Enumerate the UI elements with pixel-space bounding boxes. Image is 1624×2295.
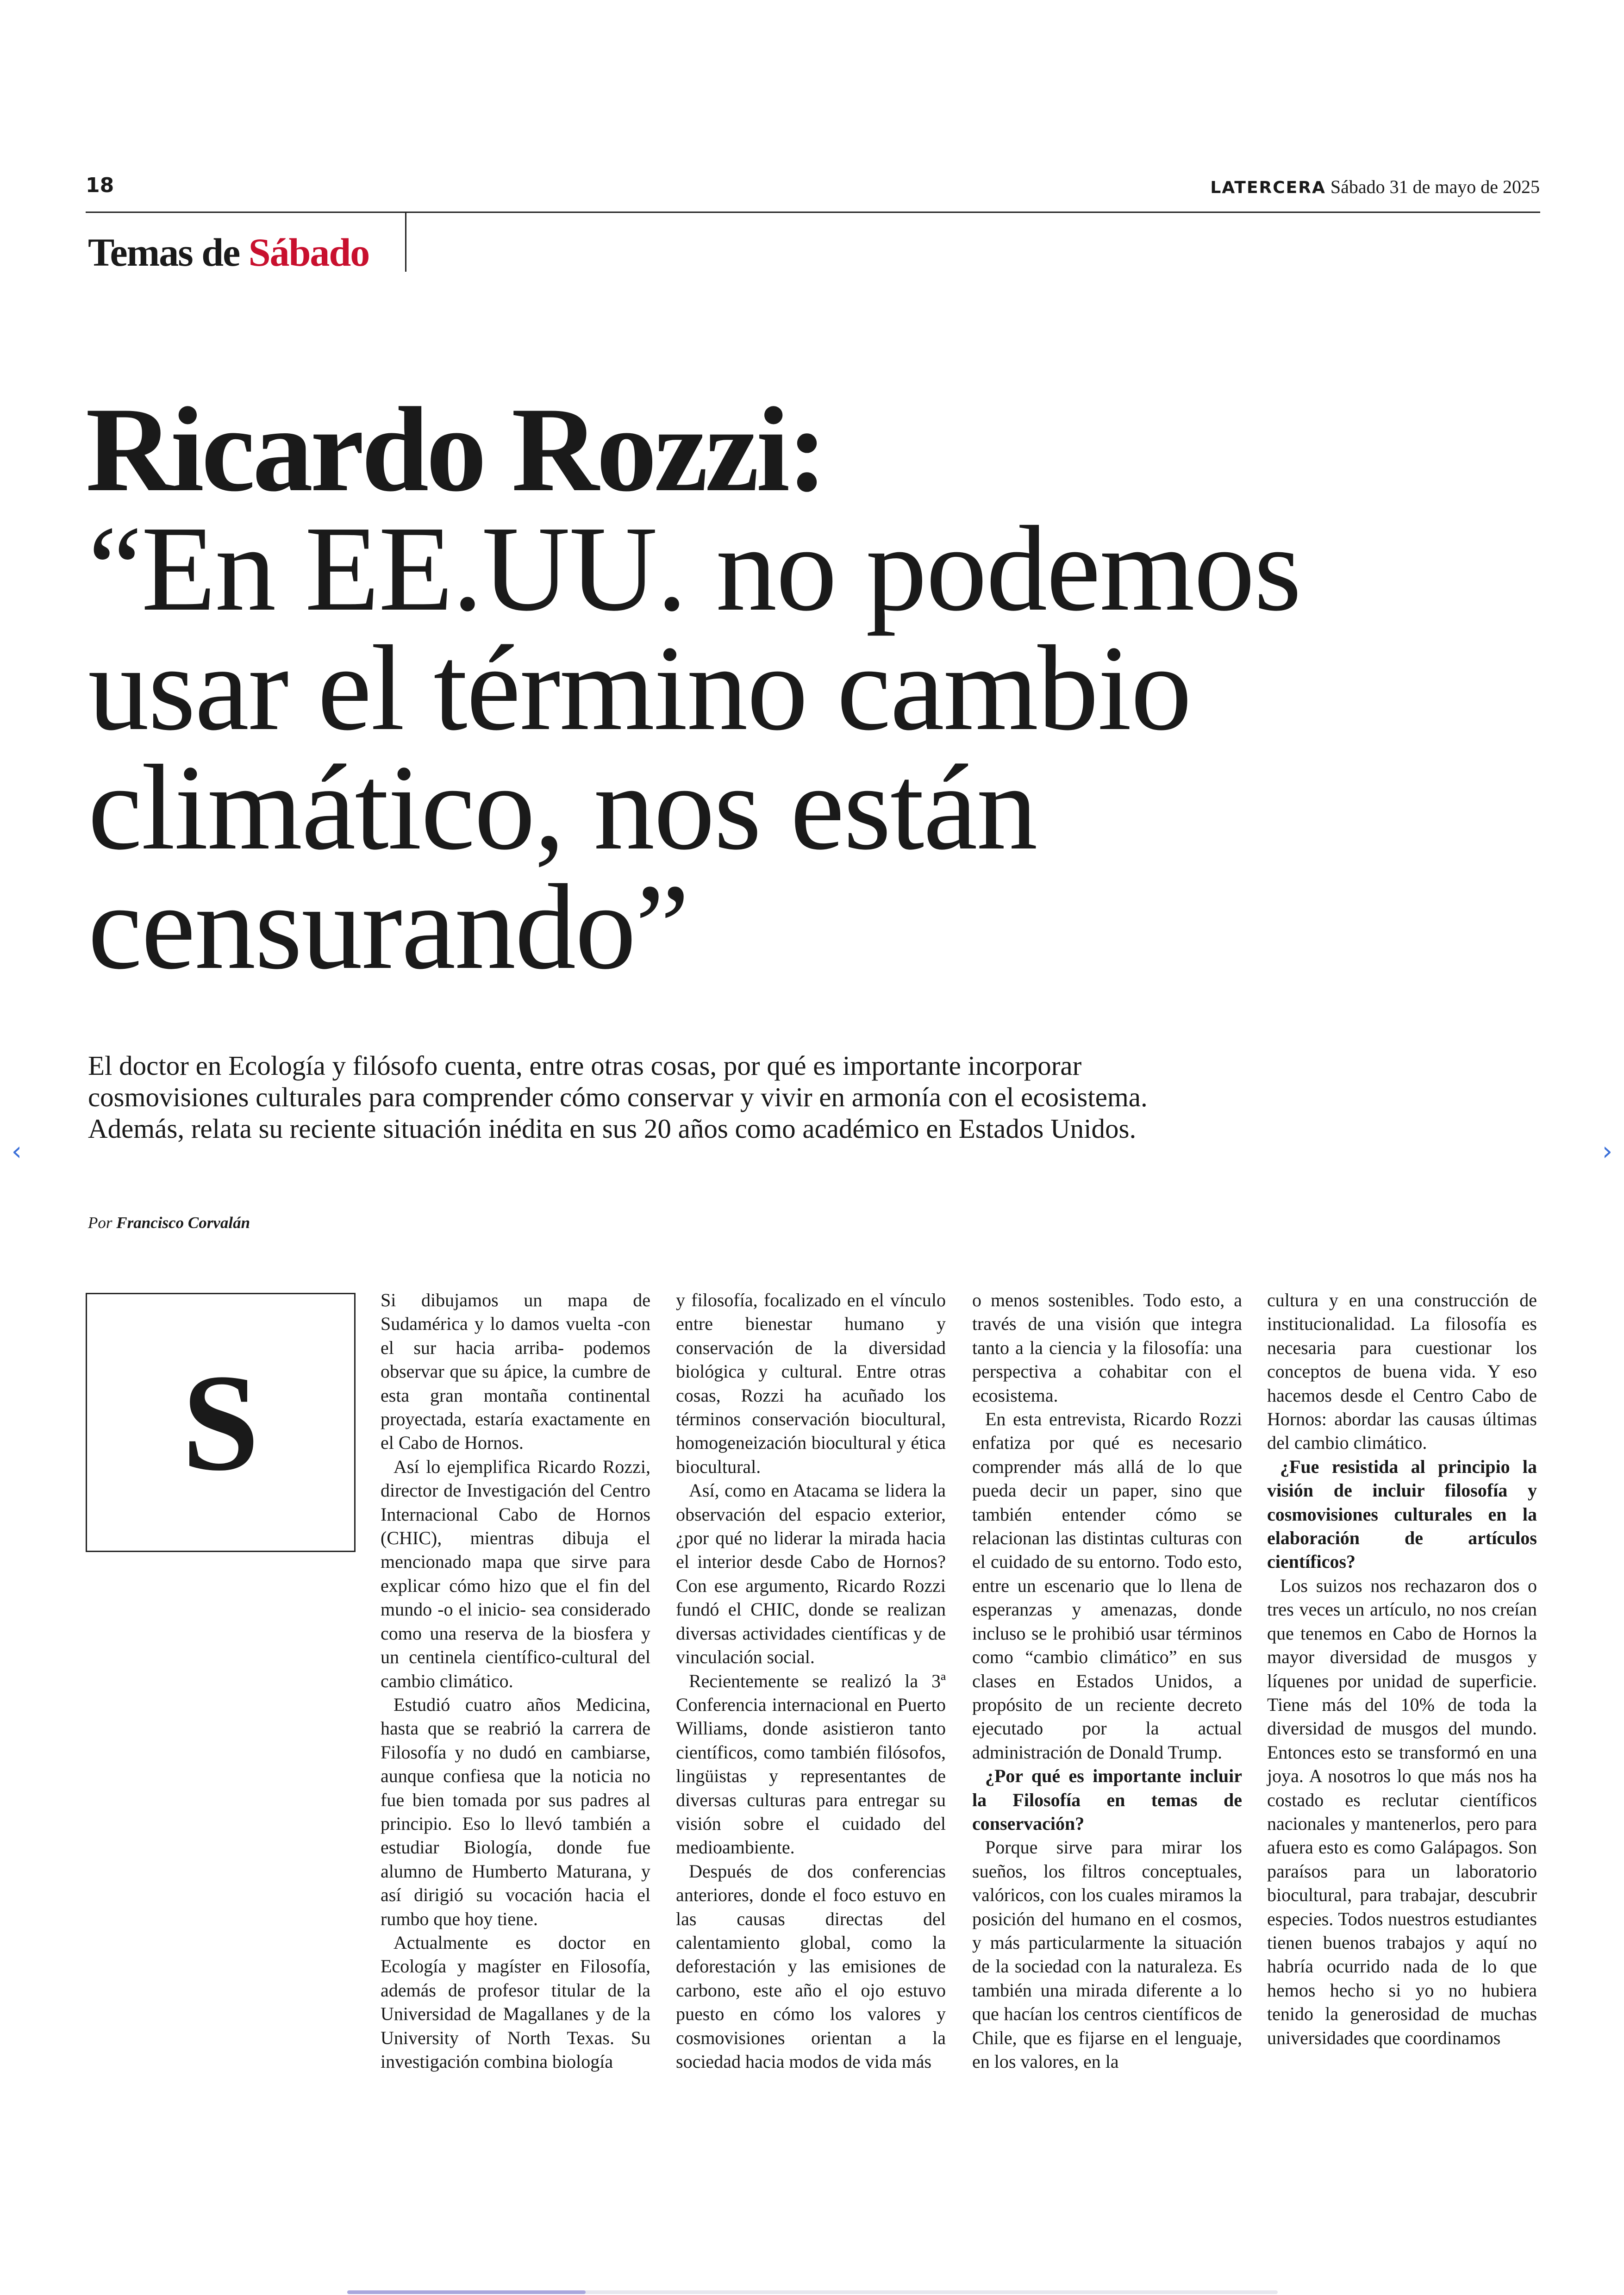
body-column-1	[381, 1288, 650, 2073]
interview-question: ¿Fue resistida al principio la visión de incluir filosofía y cosmovisiones culturales en la elaboración de artículos científicos?	[1267, 1456, 1537, 1572]
article-deck: El doctor en Ecología y filósofo cuenta, entre otras cosas, por qué es importante incorporar cosmovisiones culturales para comprender cómo conservar y vivir en armonía con el ecosistema. Además, relata su reciente situación inédita en sus 20 años como académico en Estados Unidos.	[88, 1050, 1148, 1144]
byline-author: Francisco Corvalán	[116, 1214, 250, 1232]
paragraph: Así, como en Atacama se lidera la observación del espacio exterior, ¿por qué no liderar la mirada hacia el interior desde Cabo de Hornos? Con ese argumento, Ricardo Rozzi fundó el CHIC, donde se realizan diversas actividades científicas y de vinculación social.	[676, 1480, 946, 1668]
paragraph: Recientemente se realizó la 3ª Conferencia internacional en Puerto Williams, donde asistieron tanto científicos, como también filósofos, lingüistas y representantes de diversas culturas para entregar su visión sobre el cuidado del medioambiente.	[676, 1670, 946, 1858]
masthead	[1210, 176, 1540, 198]
interview-question: ¿Por qué es importante incluir la Filosofía en temas de conservación?	[972, 1765, 1242, 1834]
paragraph: o menos sostenibles. Todo esto, a través de una visión que integra tanto a la ciencia y la filosofía: una perspectiva a cohabitar con el ecosistema.	[972, 1290, 1242, 1406]
section-prefix: Temas de	[88, 230, 240, 274]
body-column-4	[1267, 1288, 1537, 2050]
paragraph: En esta entrevista, Ricardo Rozzi enfatiza por qué es necesario comprender más allá de lo que pueda decir un paper, sino que también entender cómo se relacionan las distintas culturas con el cuidado de su entorno. Todo esto, entre un escenario que lo llena de esperanzas y amenazas, donde incluso se le prohibió usar términos como “cambio climático” en sus clases en Estados Unidos, a propósito de un reciente decreto ejecutado por la actual administración de Donald Trump.	[972, 1409, 1242, 1763]
paragraph: Los suizos nos rechazaron dos o tres veces un artículo, no nos creían que tenemos en Cabo de Hornos la mayor diversidad de musgos y líquenes por unidad de superficie. Tiene más del 10% de toda la diversidad de musgos del mundo. Entonces esto se transformó en una joya. A nosotros lo que más nos ha costado es reclutar científicos nacionales y mantenerlos, pero para afuera esto es como Galápagos. Son paraísos para un laboratorio biocultural, para trabajar, descubrir especies. Todos nuestros estudiantes tienen buenos trabajos y aquí no habría ocurrido nada de lo que hemos hecho si yo no hubiera tenido la generosidad de muchas universidades que coordinamos	[1267, 1575, 1537, 2048]
dropcap-letter: S	[182, 1345, 259, 1499]
byline	[88, 1214, 250, 1232]
paragraph: Actualmente es doctor en Ecología y magíster en Filosofía, además de profesor titular de la Universidad de Magallanes y de la University of North Texas. Su investigación combina biología	[381, 1932, 650, 2072]
paragraph: Si dibujamos un mapa de Sudamérica y lo damos vuelta -con el sur hacia arriba- podemos observar que su ápice, la cumbre de esta gran montaña continental proyectada, estaría exactamente en el Cabo de Hornos.	[381, 1290, 650, 1453]
body-column-3	[972, 1288, 1242, 2073]
paragraph: Porque sirve para mirar los sueños, los filtros conceptuales, valóricos, con los cuales miramos la posición del humano en el cosmos, y más particularmente la situación de la sociedad con la naturaleza. Es también una mirada diferente a lo que hacían los centros científicos de Chile, que es fijarse en el lenguaje, en los valores, en la	[972, 1837, 1242, 2072]
paragraph: Estudió cuatro años Medicina, hasta que se reabrió la carrera de Filosofía y no dudó en cambiarse, aunque confiesa que la noticia no fue bien tomada por sus padres al principio. Eso lo llevó también a estudiar Biología, donde fue alumno de Humberto Maturana, y así dirigió su vocación hacia el rumbo que hoy tiene.	[381, 1694, 650, 1929]
paragraph: y filosofía, focalizado en el vínculo entre bienestar humano y conservación de la diversidad biológica y cultural. Entre otras cosas, Rozzi ha acuñado los términos conservación biocultural, homogeneización biocultural y ética biocultural.	[676, 1290, 946, 1477]
previous-page-chevron-icon[interactable]: ‹	[11, 1136, 22, 1166]
paragraph: cultura y en una construcción de institucionalidad. La filosofía es necesaria para cuestionar los conceptos de buena vida. Y eso hacemos desde el Centro Cabo de Hornos: abordar las causas últimas del cambio climático.	[1267, 1290, 1537, 1453]
byline-prefix: Por	[88, 1214, 112, 1232]
section-divider	[405, 212, 406, 272]
newspaper-brand: LATERCERA	[1210, 178, 1326, 197]
paragraph: Así lo ejemplifica Ricardo Rozzi, director de Investigación del Centro Internacional Cabo de Hornos (CHIC), mientras dibuja el mencionado mapa que sirve para explicar cómo hizo que el fin del mundo -o el inicio- sea considerado como una reserva de la biosfera y un centinela científico-cultural del cambio climático.	[381, 1456, 650, 1691]
next-page-chevron-icon[interactable]: ›	[1602, 1136, 1613, 1166]
headline-quote: “En EE.UU. no podemos usar el término cambio climático, nos están censurando”	[88, 501, 1301, 995]
page-scrollbar-thumb[interactable]	[347, 2290, 586, 2294]
section-title	[88, 229, 369, 275]
header-rule	[86, 212, 1540, 213]
headline-name: Ricardo Rozzi:	[86, 382, 825, 517]
paragraph: Después de dos conferencias anteriores, donde el foco estuvo en las causas directas del calentamiento global, como la deforestación y las emisiones de carbono, este año el ojo estuvo puesto en cómo los valores y cosmovisiones orientan a la sociedad hacia modos de vida más	[676, 1860, 946, 2072]
issue-date: Sábado 31 de mayo de 2025	[1330, 176, 1540, 197]
section-accent: Sábado	[248, 230, 369, 274]
body-column-2	[676, 1288, 946, 2073]
page-number: 18	[86, 174, 114, 197]
